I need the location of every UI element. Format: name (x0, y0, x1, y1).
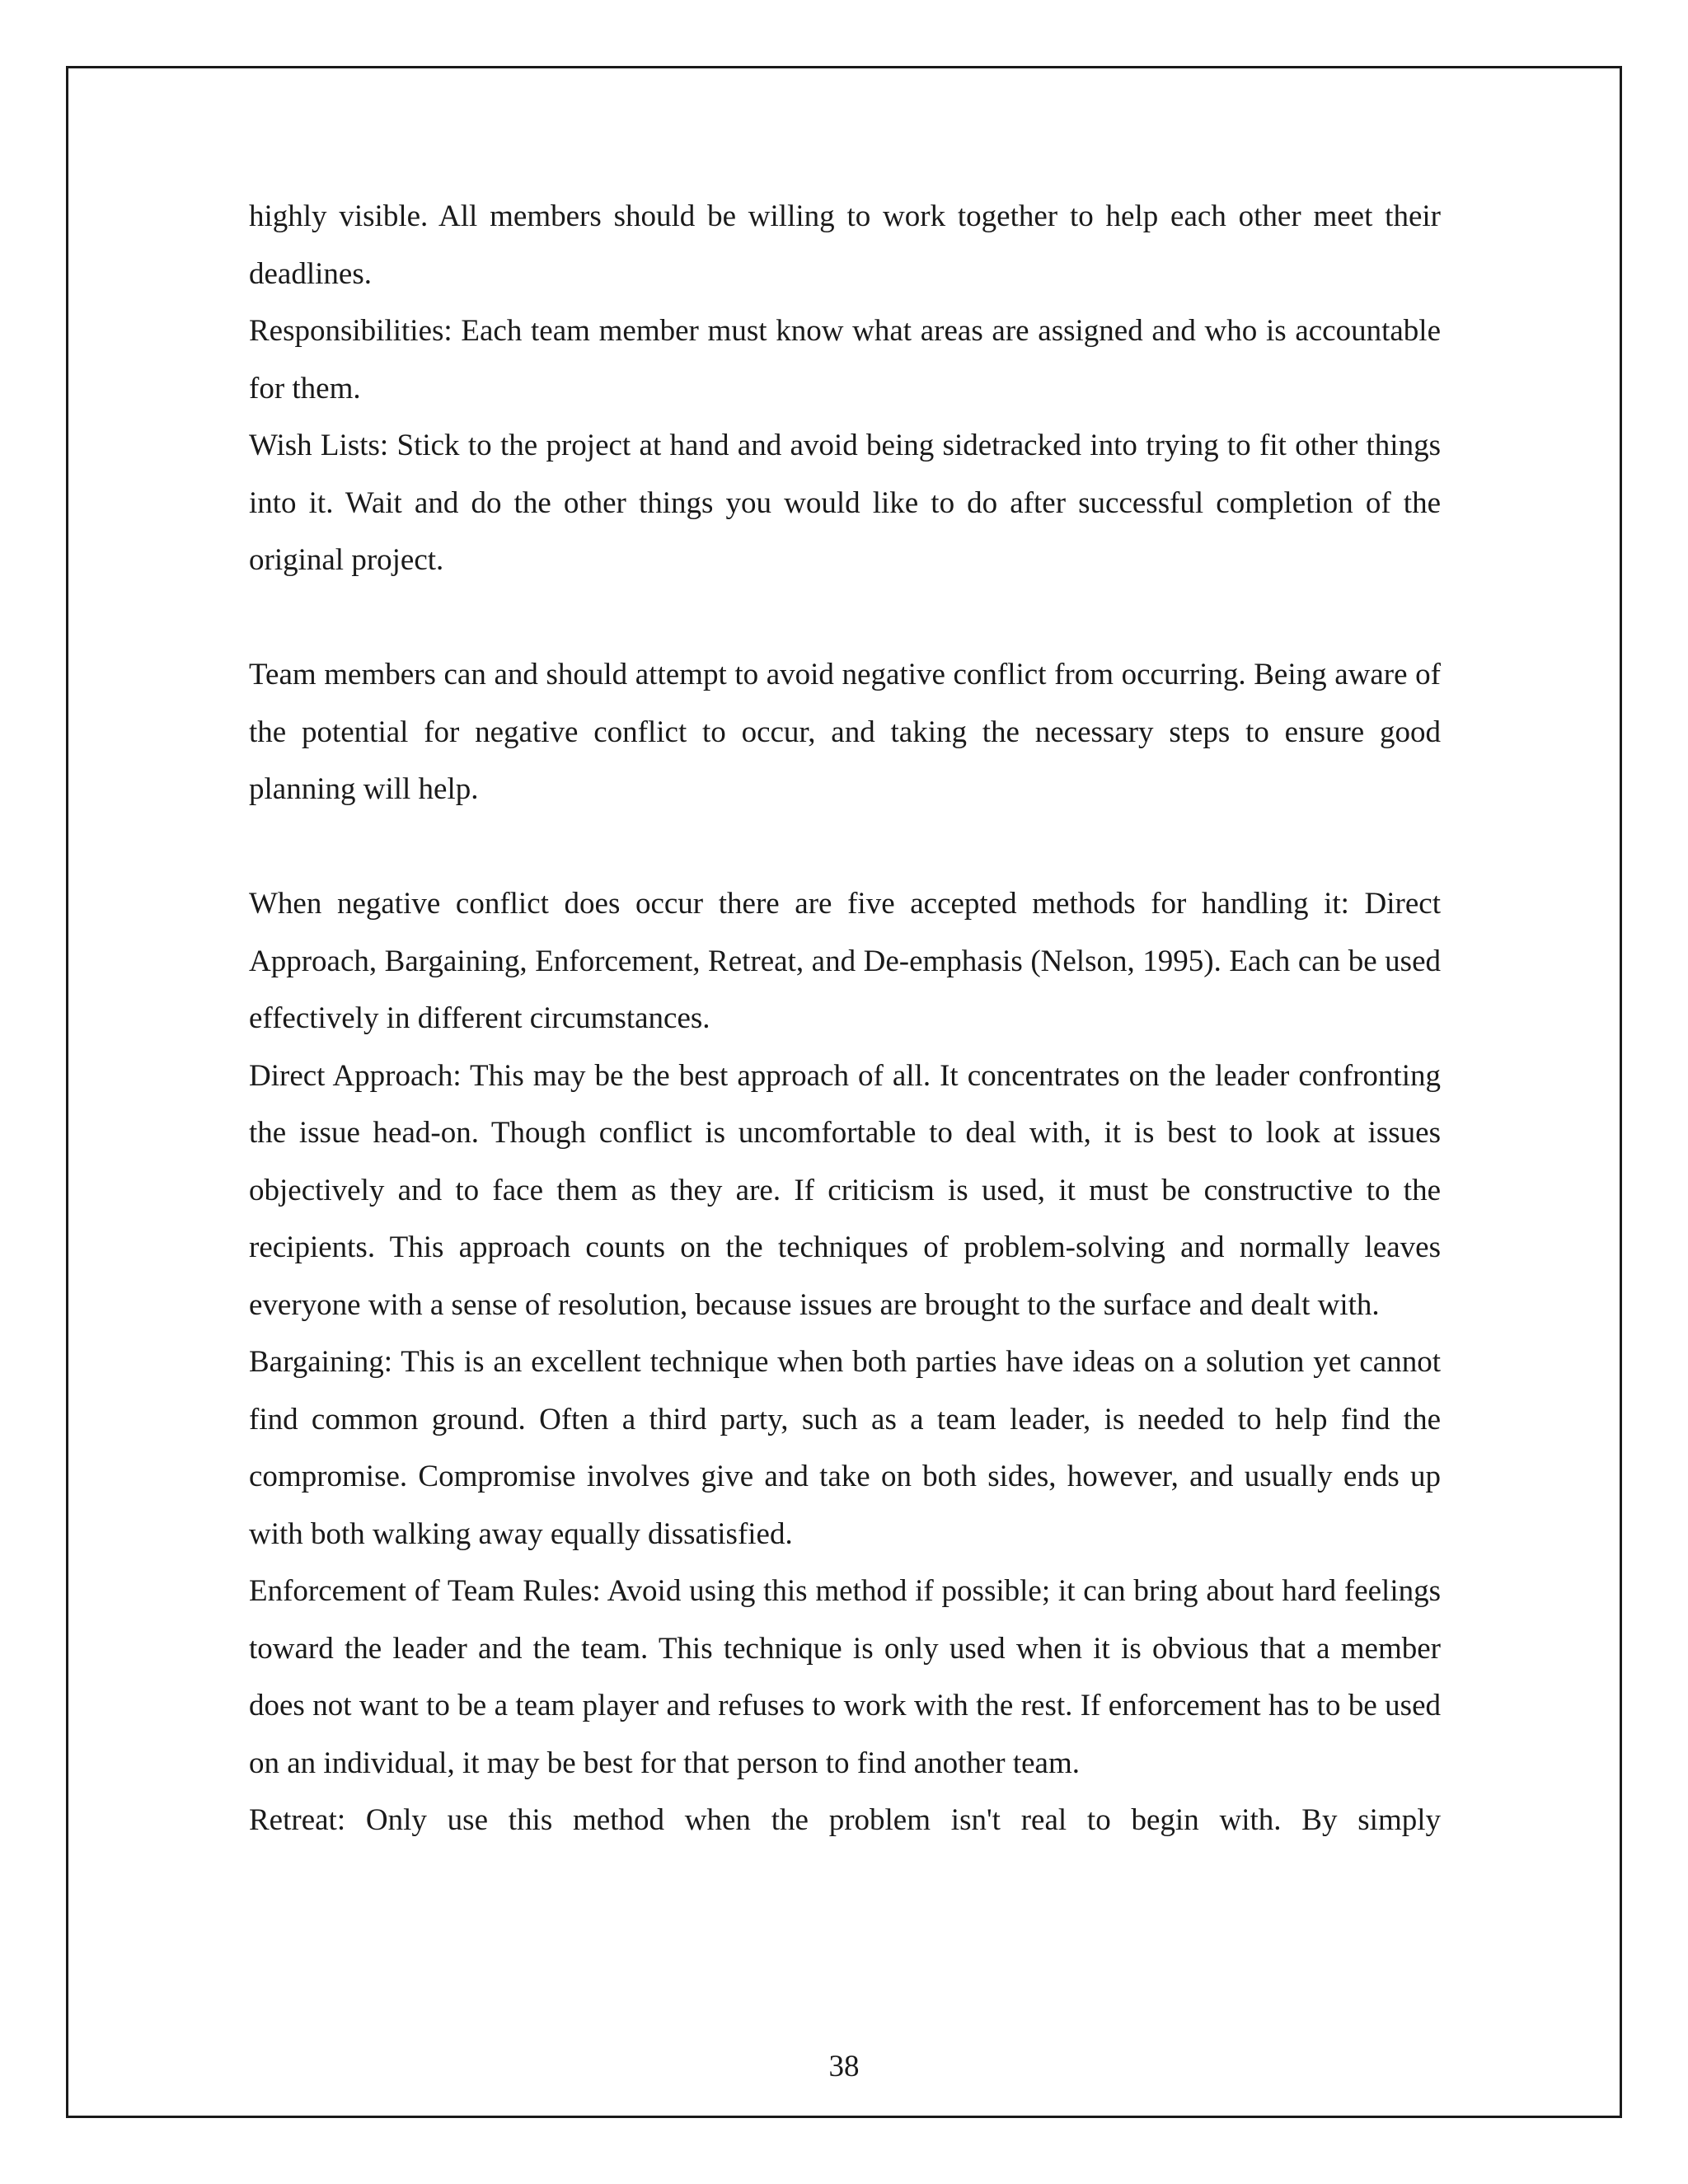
document-body (249, 188, 1441, 1849)
paragraph-retreat: Retreat: Only use this method when the problem isn't real to begin with. By simply (249, 1803, 1441, 1837)
paragraph-direct-approach: Direct Approach: This may be the best approach of all. It concentrates on the leader confronting the issue head-on. Though conflict is uncomfortable to deal with, it is best to look at issues objectively and to face them as they are. If criticism is used, it must be constructive to the recipients. This approach counts on the techniques of problem-solving and normally leaves everyone with a sense of resolution, because issues are brought to the surface and dealt with. (249, 1058, 1441, 1322)
paragraph-enforcement: Enforcement of Team Rules: Avoid using this method if possible; it can bring about hard feelings toward the leader and the team. This technique is only used when it is obvious that a member does not want to be a team player and refuses to work with the rest. If enforcement has to be used on an individual, it may be best for that person to find another team. (249, 1574, 1441, 1780)
paragraph-five-methods: When negative conflict does occur there are five accepted methods for handling it: Direct Approach, Bargaining, Enforcement, Retreat, and De-emphasis (Nelson, 1995). Each can be used effectively in different circumstances. (249, 887, 1441, 1035)
paragraph-avoid-conflict: Team members can and should attempt to avoid negative conflict from occurring. Being aware of the potential for negative conflict to occur, and taking the necessary steps to ensure good planning will help. (249, 658, 1441, 806)
paragraph-bargaining: Bargaining: This is an excellent technique when both parties have ideas on a solution yet cannot find common ground. Often a third party, such as a team leader, is needed to help find the compromise. Compromise involves give and take on both sides, however, and usually ends up with both walking away equally dissatisfied. (249, 1345, 1441, 1551)
paragraph-visibility-continuation: highly visible. All members should be willing to work together to help each other meet their deadlines. (249, 199, 1441, 291)
paragraph-wish-lists: Wish Lists: Stick to the project at hand and avoid being sidetracked into trying to fit other things into it. Wait and do the other things you would like to do after successful completion of the original project. (249, 429, 1441, 577)
page-number: 38 (828, 2050, 860, 2083)
paragraph-responsibilities: Responsibilities: Each team member must know what areas are assigned and who is accountable for them. (249, 314, 1441, 405)
